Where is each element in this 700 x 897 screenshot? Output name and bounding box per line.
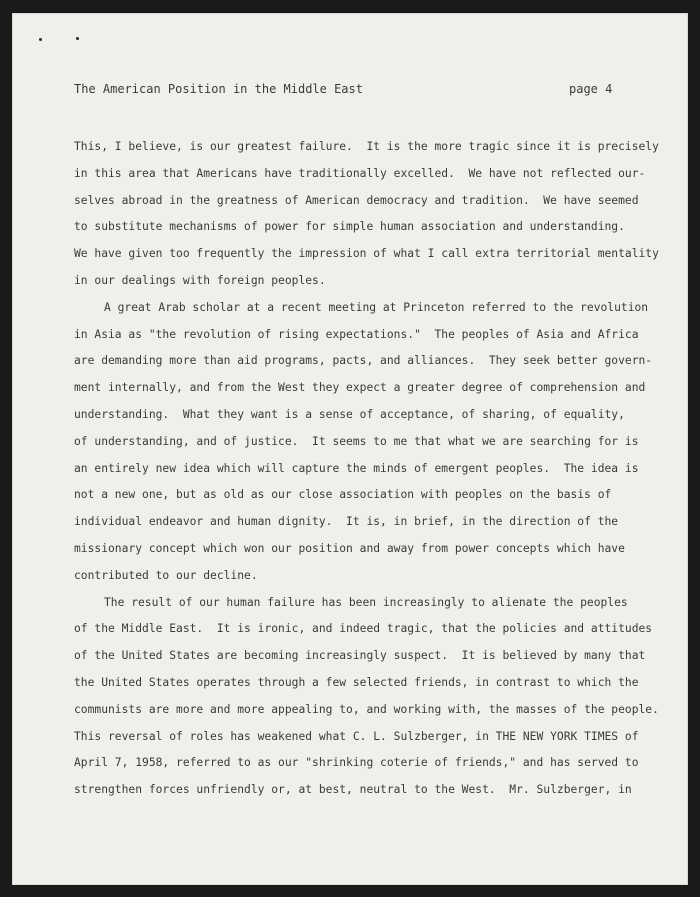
text-line: This, I believe, is our greatest failure. It is the more tragic since it is precisely bbox=[74, 140, 659, 153]
text-line: of understanding, and of justice. It seems to me that what we are searching for is bbox=[74, 434, 639, 448]
punch-mark bbox=[39, 38, 42, 41]
text-line: understanding. What they want is a sense of acceptance, of sharing, of equality, bbox=[74, 407, 625, 421]
text-line: April 7, 1958, referred to as our "shrinking coterie of friends," and has served to bbox=[74, 756, 639, 770]
text-line: in Asia as "the revolution of rising expectations." The peoples of Asia and Africa bbox=[74, 327, 639, 341]
text-line: selves abroad in the greatness of American democracy and tradition. We have seemed bbox=[74, 193, 639, 207]
text-line: of the United States are becoming increasingly suspect. It is believed by many that bbox=[74, 649, 646, 663]
text-line: in our dealings with foreign peoples. bbox=[74, 273, 326, 287]
text-line: in this area that Americans have traditionally excelled. We have not reflected our- bbox=[74, 166, 646, 180]
text-line: to substitute mechanisms of power for simple human association and understanding. bbox=[74, 220, 625, 234]
text-line: the United States operates through a few selected friends, in contrast to which the bbox=[74, 675, 639, 689]
text-line: contributed to our decline. bbox=[74, 568, 258, 582]
punch-mark bbox=[76, 37, 79, 40]
text-line: We have given too frequently the impression of what I call extra territorial mentality bbox=[74, 247, 659, 261]
text-line: The result of our human failure has been increasingly to alienate the peoples bbox=[104, 595, 628, 609]
text-line: of the Middle East. It is ironic, and indeed tragic, that the policies and attitudes bbox=[74, 622, 653, 636]
page-number: page 4 bbox=[569, 82, 613, 96]
text-line: an entirely new idea which will capture the minds of emergent peoples. The idea is bbox=[74, 461, 639, 475]
text-line: are demanding more than aid programs, pacts, and alliances. They seek better govern- bbox=[74, 354, 653, 368]
document-body bbox=[74, 134, 674, 804]
document-page bbox=[12, 13, 688, 885]
text-line: This reversal of roles has weakened what C. L. Sulzberger, in THE NEW YORK TIMES of bbox=[74, 729, 639, 743]
text-line: A great Arab scholar at a recent meeting at Princeton referred to the revolution bbox=[104, 300, 649, 314]
text-line: missionary concept which won our position and away from power concepts which have bbox=[74, 541, 625, 555]
text-line: not a new one, but as old as our close association with peoples on the basis of bbox=[74, 488, 612, 502]
text-line: ment internally, and from the West they expect a greater degree of comprehension and bbox=[74, 381, 646, 395]
running-header-title: The American Position in the Middle East bbox=[74, 82, 363, 96]
text-line: communists are more and more appealing to, and working with, the masses of the people. bbox=[74, 702, 659, 716]
text-line: strengthen forces unfriendly or, at best, neutral to the West. Mr. Sulzberger, in bbox=[74, 783, 632, 797]
text-line: individual endeavor and human dignity. It is, in brief, in the direction of the bbox=[74, 515, 619, 529]
